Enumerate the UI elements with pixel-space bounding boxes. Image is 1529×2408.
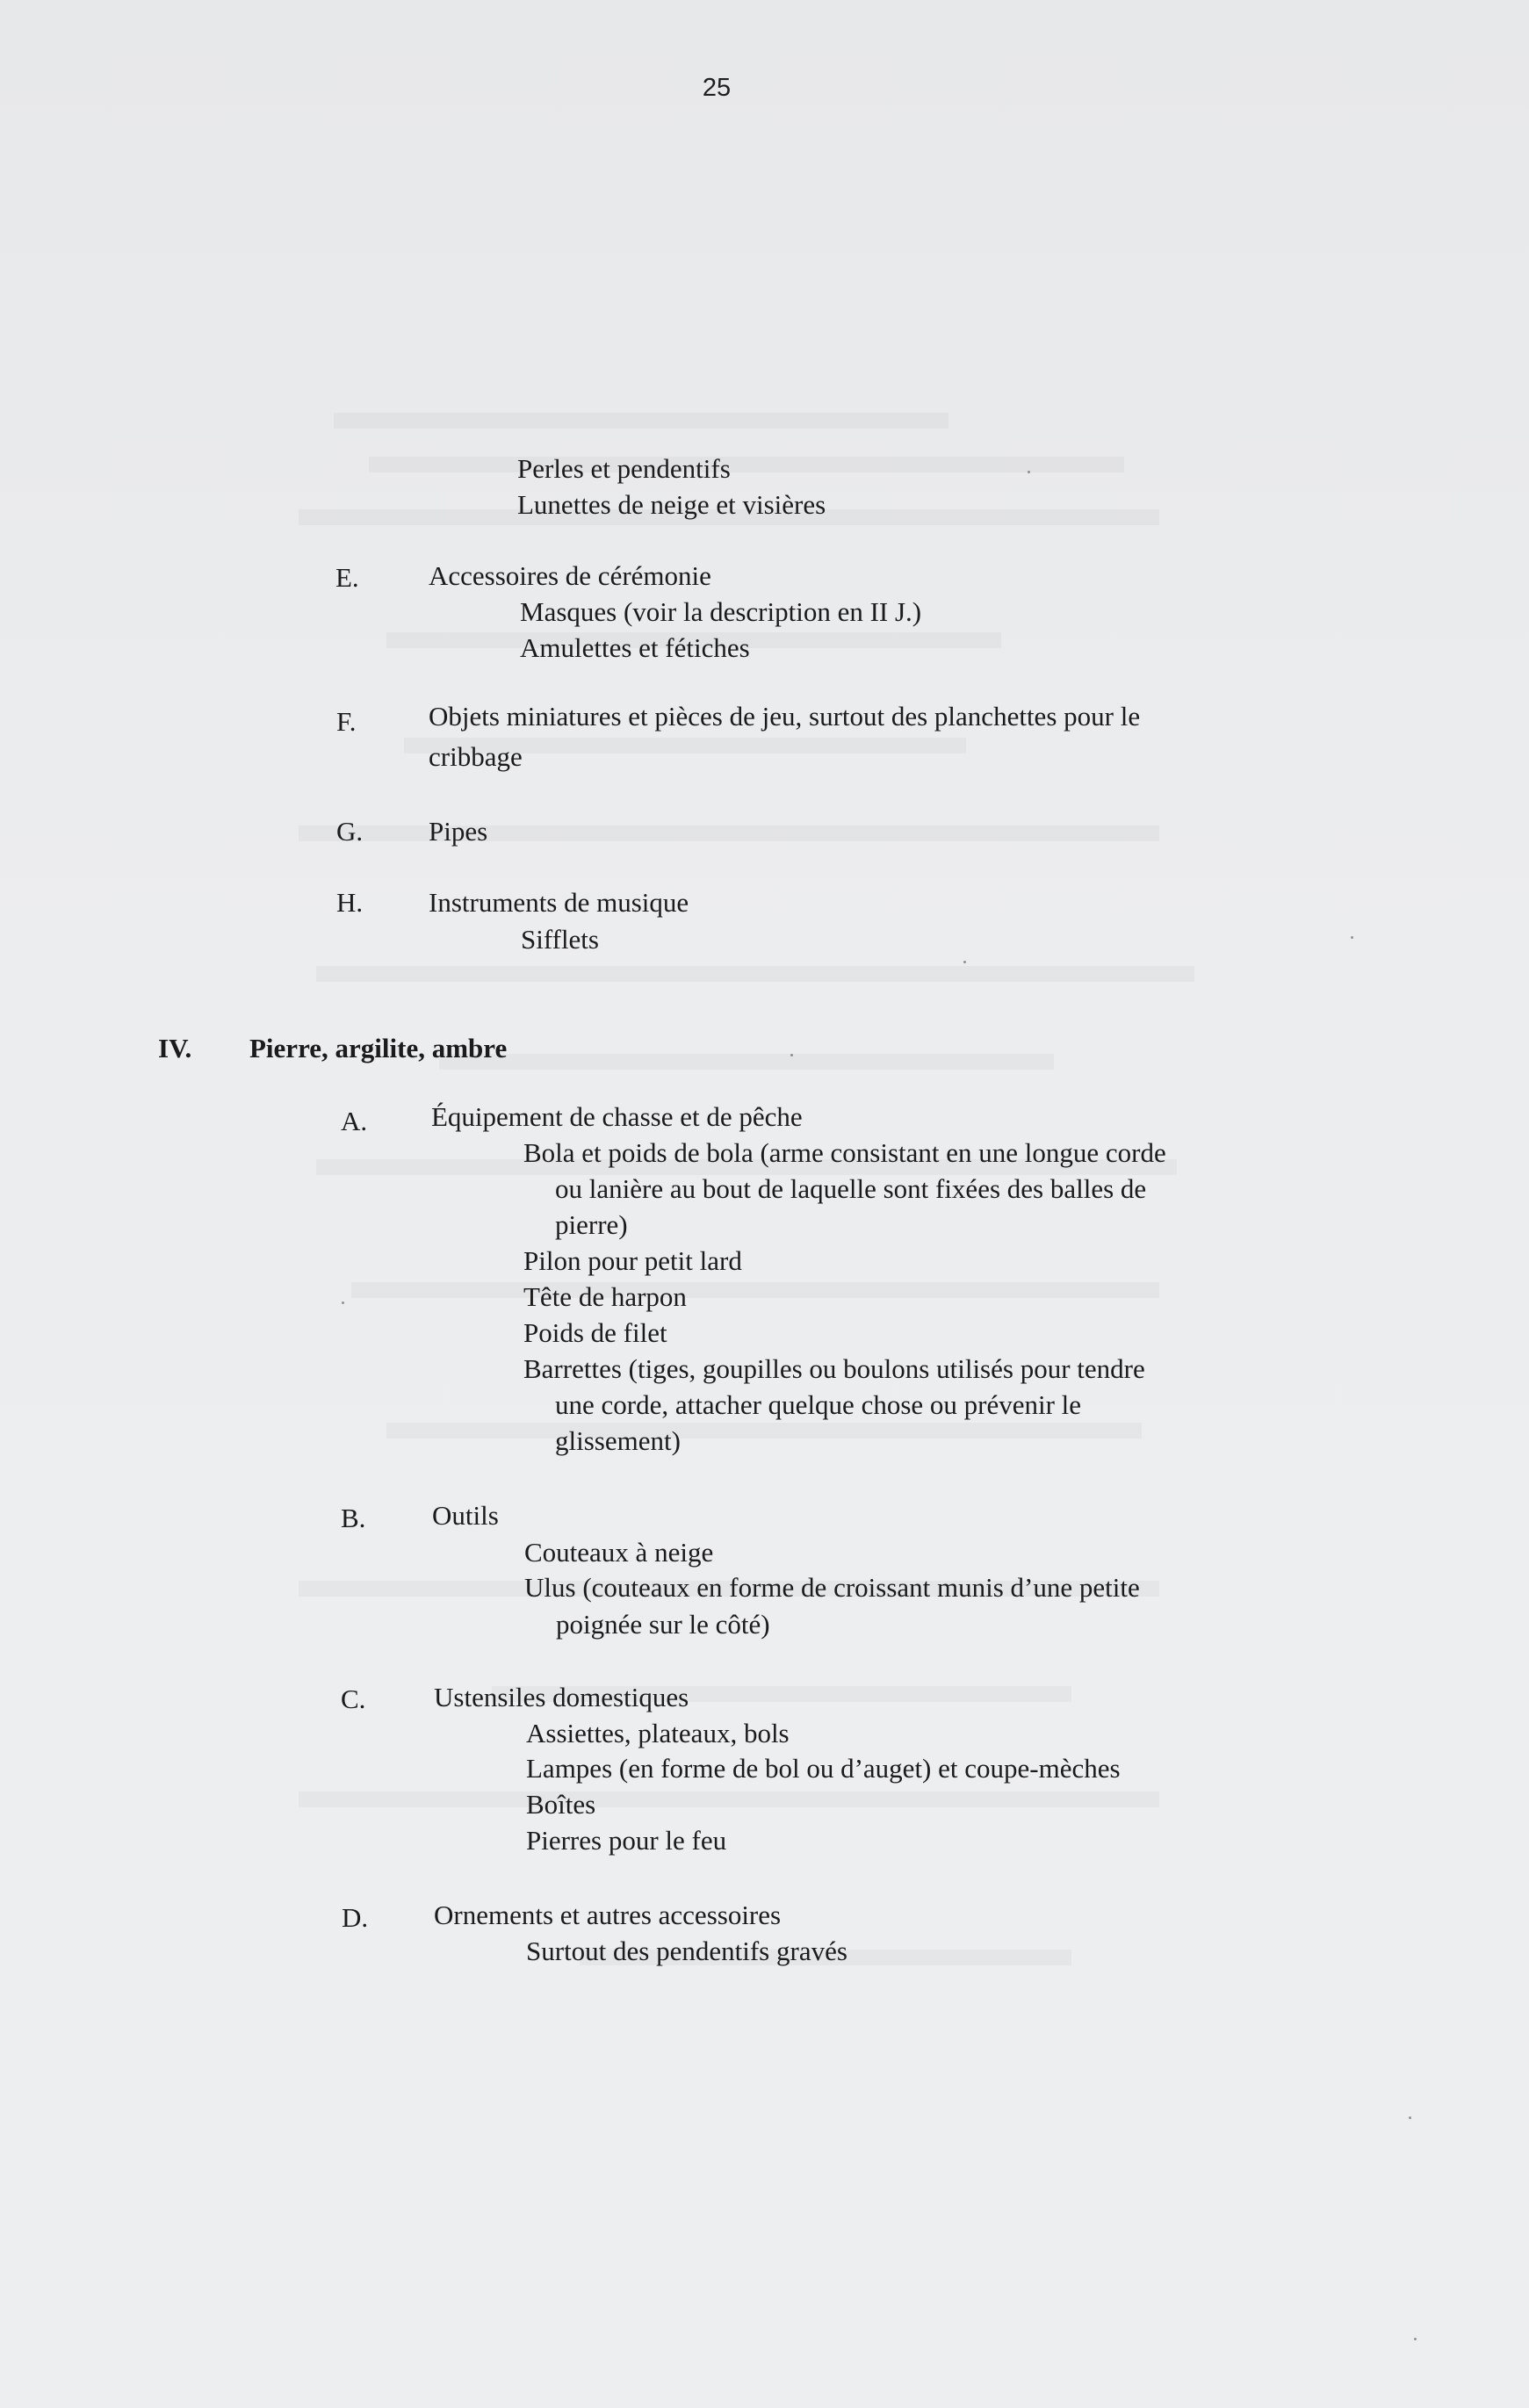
- scan-speck: [790, 1054, 793, 1056]
- scan-speck: [1351, 936, 1353, 939]
- list-item-lampes: Lampes (en forme de bol ou d’auget) et coupe-mèches: [526, 1753, 1121, 1784]
- scan-speck: [1409, 2116, 1411, 2119]
- list-item-pilon: Pilon pour petit lard: [523, 1245, 742, 1276]
- item-title-g: Pipes: [429, 816, 488, 847]
- list-item-sifflets: Sifflets: [521, 924, 599, 955]
- scan-speck: [1414, 2338, 1417, 2340]
- item-title-d: Ornements et autres accessoires: [434, 1900, 782, 1930]
- list-item-filet: Poids de filet: [523, 1317, 667, 1348]
- list-item-assiettes: Assiettes, plateaux, bols: [526, 1718, 790, 1748]
- list-item-pierres-feu: Pierres pour le feu: [526, 1825, 727, 1856]
- list-item-masques: Masques (voir la description en II J.): [520, 596, 922, 627]
- list-item-bola-cont1: ou lanière au bout de laquelle sont fixées des balles de: [555, 1173, 1147, 1204]
- list-item-couteaux-neige: Couteaux à neige: [524, 1537, 714, 1568]
- item-letter-f: F.: [336, 706, 357, 737]
- list-item-bola-cont2: pierre): [555, 1209, 628, 1240]
- list-item-pendentifs-graves: Surtout des pendentifs gravés: [526, 1936, 847, 1966]
- section-title-iv: Pierre, argilite, ambre: [249, 1033, 508, 1063]
- item-letter-g: G.: [336, 816, 364, 847]
- item-letter-b: B.: [341, 1503, 366, 1533]
- list-item-harpon: Tête de harpon: [523, 1281, 687, 1312]
- item-letter-a: A.: [341, 1106, 368, 1136]
- scan-speck: [342, 1301, 344, 1304]
- item-title-f-line2: cribbage: [429, 741, 523, 772]
- item-title-c: Ustensiles domestiques: [434, 1682, 689, 1712]
- item-letter-c: C.: [341, 1683, 366, 1714]
- list-item-perles: Perles et pendentifs: [517, 453, 731, 484]
- item-title-a: Équipement de chasse et de pêche: [431, 1101, 803, 1132]
- item-title-f-line1: Objets miniatures et pièces de jeu, surtout des planchettes pour le: [429, 701, 1141, 732]
- section-numeral-iv: IV.: [158, 1033, 192, 1063]
- list-item-ulus-cont: poignée sur le côté): [556, 1609, 770, 1640]
- scan-speck: [1028, 471, 1030, 473]
- list-item-barrettes: Barrettes (tiges, goupilles ou boulons utilisés pour tendre: [523, 1353, 1145, 1384]
- page-number: 25: [702, 74, 732, 102]
- list-item-ulus: Ulus (couteaux en forme de croissant munis d’une petite: [524, 1572, 1140, 1603]
- list-item-boites: Boîtes: [526, 1789, 596, 1820]
- list-item-bola: Bola et poids de bola (arme consistant en une longue corde: [523, 1137, 1166, 1168]
- list-item-barrettes-cont1: une corde, attacher quelque chose ou prévenir le: [555, 1389, 1082, 1420]
- item-title-e: Accessoires de cérémonie: [429, 560, 711, 591]
- item-letter-e: E.: [335, 562, 359, 593]
- item-title-h: Instruments de musique: [429, 887, 689, 918]
- item-letter-h: H.: [336, 887, 364, 918]
- list-item-barrettes-cont2: glissement): [555, 1425, 681, 1456]
- item-title-b: Outils: [432, 1500, 499, 1531]
- list-item-amulettes: Amulettes et fétiches: [520, 632, 750, 663]
- scan-speck: [963, 961, 966, 963]
- list-item-lunettes: Lunettes de neige et visières: [517, 489, 826, 520]
- item-letter-d: D.: [342, 1902, 369, 1933]
